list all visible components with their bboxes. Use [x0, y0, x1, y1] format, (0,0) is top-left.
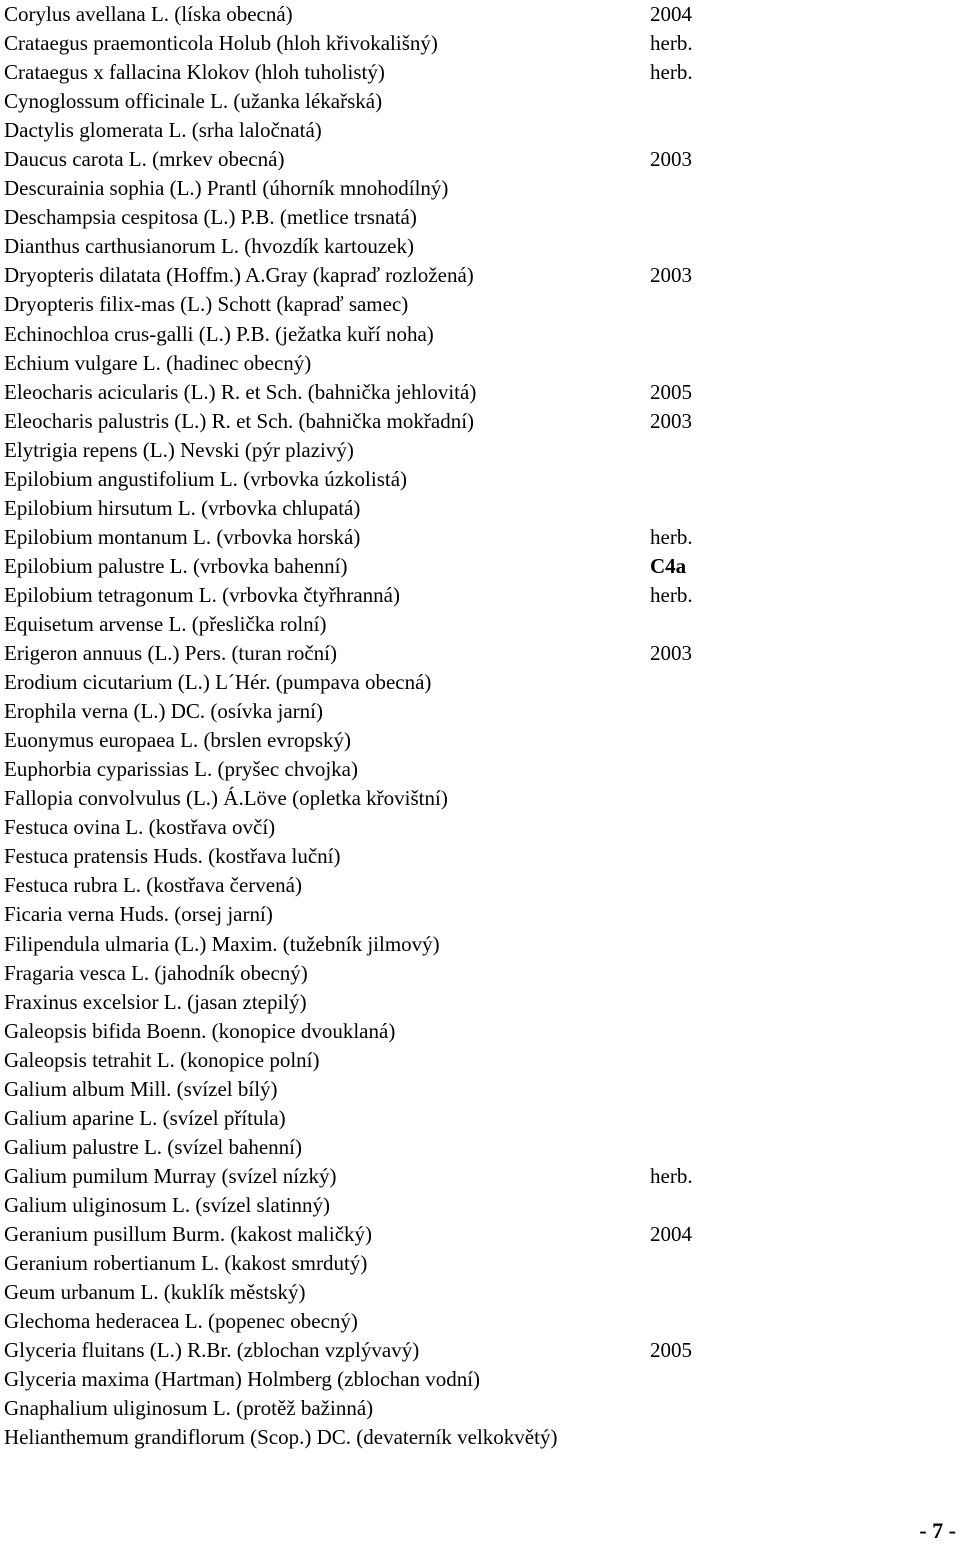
species-name: Echium vulgare L. (hadinec obecný) — [4, 350, 312, 375]
species-row — [4, 1104, 724, 1133]
species-note: herb. — [650, 31, 693, 56]
species-note: 2005 — [650, 1338, 692, 1363]
species-row — [4, 1278, 724, 1307]
species-note: herb. — [650, 582, 693, 607]
species-name: Festuca rubra L. (kostřava červená) — [4, 873, 302, 898]
species-note: 2004 — [650, 2, 692, 26]
species-note: 2003 — [650, 147, 692, 172]
species-row — [4, 261, 724, 290]
species-row — [4, 930, 724, 959]
species-name: Fragaria vesca L. (jahodník obecný) — [4, 960, 308, 985]
species-row — [4, 87, 724, 116]
species-name: Descurainia sophia (L.) Prantl (úhorník mnohodílný) — [4, 176, 449, 201]
species-row — [4, 842, 724, 871]
species-name: Crataegus x fallacina Klokov (hloh tuholistý) — [4, 60, 385, 85]
species-name: Galeopsis bifida Boenn. (konopice dvouklaná) — [4, 1018, 396, 1043]
species-name: Euonymus europaea L. (brslen evropský) — [4, 728, 351, 753]
species-row — [4, 290, 724, 319]
species-note: herb. — [650, 1163, 693, 1188]
species-row — [4, 407, 724, 436]
species-name: Dryopteris dilatata (Hoffm.) A.Gray (kapraď rozložená) — [4, 263, 474, 288]
species-name: Festuca pratensis Huds. (kostřava luční) — [4, 844, 341, 869]
species-note: 2003 — [650, 641, 692, 666]
species-name: Dianthus carthusianorum L. (hvozdík kartouzek) — [4, 234, 414, 259]
species-name: Euphorbia cyparissias L. (pryšec chvojka) — [4, 757, 358, 782]
species-row — [4, 1307, 724, 1336]
species-row — [4, 988, 724, 1017]
species-name: Gnaphalium uliginosum L. (protěž bažinná) — [4, 1396, 374, 1421]
page-number: - 7 - — [919, 1518, 956, 1543]
species-name: Glyceria fluitans (L.) R.Br. (zblochan vzplývavý) — [4, 1338, 420, 1363]
species-name: Geranium robertianum L. (kakost smrdutý) — [4, 1251, 368, 1276]
species-row — [4, 1133, 724, 1162]
species-row — [4, 1017, 724, 1046]
species-name: Dryopteris filix-mas (L.) Schott (kapraď samec) — [4, 292, 409, 317]
species-row — [4, 0, 724, 29]
species-name: Erigeron annuus (L.) Pers. (turan roční) — [4, 641, 337, 666]
species-note: herb. — [650, 524, 693, 549]
species-name: Daucus carota L. (mrkev obecná) — [4, 147, 285, 172]
species-name: Eleocharis palustris (L.) R. et Sch. (bahnička mokřadní) — [4, 408, 475, 433]
species-row — [4, 29, 724, 58]
species-name: Ficaria verna Huds. (orsej jarní) — [4, 902, 273, 927]
species-row — [4, 639, 724, 668]
species-name: Echinochloa crus-galli (L.) P.B. (ježatka kuří noha) — [4, 321, 434, 346]
species-name: Galium album Mill. (svízel bílý) — [4, 1076, 278, 1101]
species-note: 2005 — [650, 379, 692, 404]
species-name: Epilobium montanum L. (vrbovka horská) — [4, 524, 361, 549]
species-row — [4, 494, 724, 523]
species-name: Glechoma hederacea L. (popenec obecný) — [4, 1309, 358, 1334]
species-row — [4, 116, 724, 145]
species-name: Erodium cicutarium (L.) L´Hér. (pumpava obecná) — [4, 670, 432, 695]
species-row — [4, 871, 724, 900]
species-name: Galium aparine L. (svízel přítula) — [4, 1105, 286, 1130]
species-name: Erophila verna (L.) DC. (osívka jarní) — [4, 699, 323, 724]
species-name: Crataegus praemonticola Holub (hloh křivokališný) — [4, 31, 438, 56]
species-row — [4, 813, 724, 842]
species-name: Epilobium tetragonum L. (vrbovka čtyřhranná) — [4, 582, 400, 607]
species-note: 2004 — [650, 1221, 692, 1246]
species-row — [4, 1075, 724, 1104]
species-row — [4, 726, 724, 755]
species-name: Elytrigia repens (L.) Nevski (pýr plazivý) — [4, 437, 354, 462]
species-list — [4, 0, 724, 1452]
species-note: herb. — [650, 60, 693, 85]
species-name: Fallopia convolvulus (L.) Á.Löve (opletka křovištní) — [4, 786, 448, 811]
species-note: 2003 — [650, 263, 692, 288]
species-row — [4, 1423, 724, 1452]
species-name: Helianthemum grandiflorum (Scop.) DC. (devaterník velkokvětý) — [4, 1425, 558, 1450]
species-row — [4, 1336, 724, 1365]
species-row — [4, 203, 724, 232]
species-row — [4, 697, 724, 726]
species-row — [4, 1220, 724, 1249]
species-row — [4, 552, 724, 581]
species-row — [4, 174, 724, 203]
species-row — [4, 784, 724, 813]
species-row — [4, 959, 724, 988]
species-row — [4, 668, 724, 697]
species-row — [4, 1394, 724, 1423]
species-row — [4, 900, 724, 929]
species-name: Filipendula ulmaria (L.) Maxim. (tužebník jilmový) — [4, 931, 440, 956]
species-name: Geum urbanum L. (kuklík městský) — [4, 1280, 306, 1305]
species-row — [4, 1191, 724, 1220]
species-note: 2003 — [650, 408, 692, 433]
species-row — [4, 1162, 724, 1191]
species-name: Epilobium palustre L. (vrbovka bahenní) — [4, 553, 348, 578]
species-name: Dactylis glomerata L. (srha laločnatá) — [4, 118, 322, 143]
species-row — [4, 1365, 724, 1394]
species-row — [4, 1249, 724, 1278]
species-row — [4, 610, 724, 639]
species-name: Galium palustre L. (svízel bahenní) — [4, 1134, 302, 1159]
species-name: Glyceria maxima (Hartman) Holmberg (zblochan vodní) — [4, 1367, 481, 1392]
species-name: Fraxinus excelsior L. (jasan ztepilý) — [4, 989, 307, 1014]
species-row — [4, 232, 724, 261]
species-note: C4a — [650, 553, 687, 578]
species-name: Equisetum arvense L. (přeslička rolní) — [4, 611, 327, 636]
species-row — [4, 145, 724, 174]
species-name: Epilobium hirsutum L. (vrbovka chlupatá) — [4, 495, 361, 520]
species-name: Galeopsis tetrahit L. (konopice polní) — [4, 1047, 320, 1072]
species-name: Geranium pusillum Burm. (kakost maličký) — [4, 1221, 373, 1246]
species-row — [4, 320, 724, 349]
species-name: Deschampsia cespitosa (L.) P.B. (metlice trsnatá) — [4, 205, 417, 230]
species-name: Epilobium angustifolium L. (vrbovka úzkolistá) — [4, 466, 408, 491]
species-name: Galium uliginosum L. (svízel slatinný) — [4, 1192, 331, 1217]
species-name: Galium pumilum Murray (svízel nízký) — [4, 1163, 337, 1188]
species-name: Eleocharis acicularis (L.) R. et Sch. (bahnička jehlovitá) — [4, 379, 477, 404]
species-name: Corylus avellana L. (líska obecná) — [4, 2, 293, 26]
species-row — [4, 436, 724, 465]
species-row — [4, 58, 724, 87]
species-row — [4, 1046, 724, 1075]
species-row — [4, 755, 724, 784]
species-name: Cynoglossum officinale L. (užanka lékařská) — [4, 89, 383, 114]
species-name: Festuca ovina L. (kostřava ovčí) — [4, 815, 276, 840]
species-row — [4, 378, 724, 407]
species-row — [4, 349, 724, 378]
species-row — [4, 465, 724, 494]
species-row — [4, 581, 724, 610]
species-row — [4, 523, 724, 552]
